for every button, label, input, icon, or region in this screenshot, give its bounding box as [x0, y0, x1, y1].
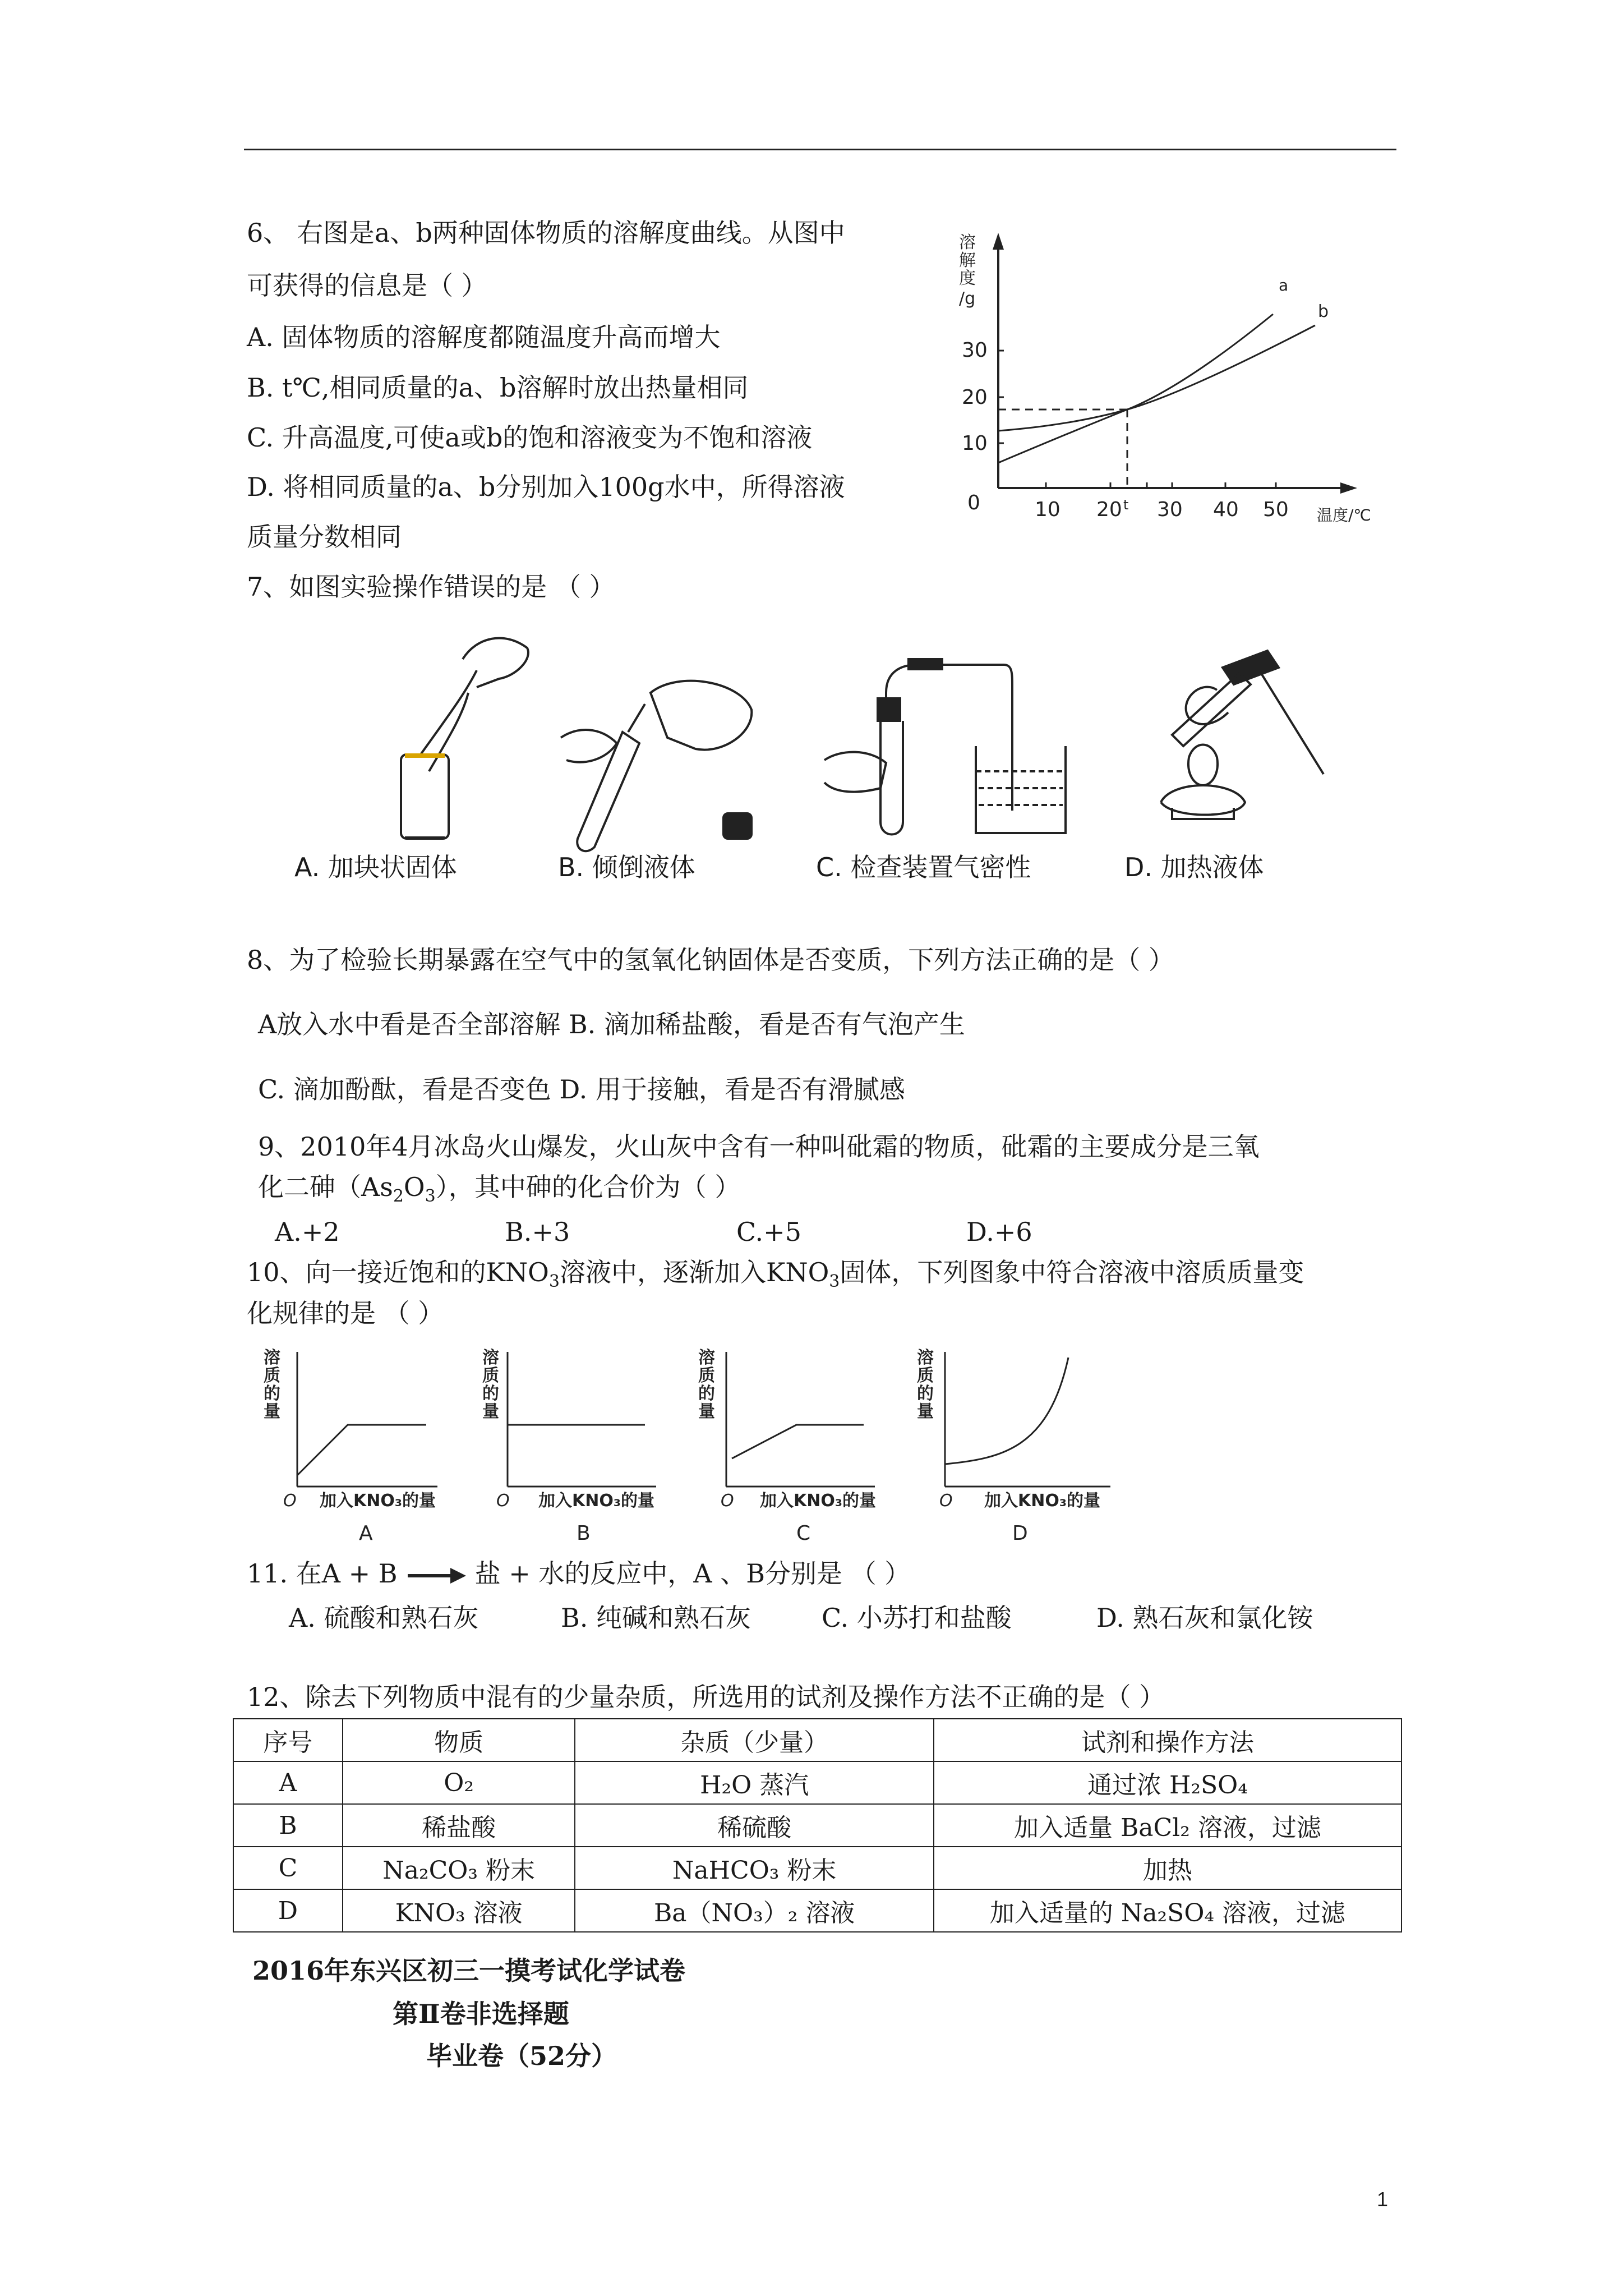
- x-tick-30: 30: [1157, 498, 1183, 521]
- lab-add-solid-illustration: [359, 625, 544, 850]
- table-row: [233, 1847, 1401, 1889]
- q9-option-b: B.+3: [505, 1217, 570, 1247]
- table-cell: 加热: [934, 1847, 1401, 1889]
- part-title: 第Ⅱ卷非选择题: [393, 1999, 569, 2029]
- q9-option-d: D.+6: [966, 1217, 1032, 1247]
- svg-text:O: O: [939, 1491, 953, 1511]
- table-cell: D: [233, 1889, 343, 1932]
- svg-text:的: 的: [264, 1384, 280, 1404]
- q12-stem: 12、除去下列物质中混有的少量杂质，所选用的试剂及操作方法不正确的是（ ）: [247, 1682, 1165, 1712]
- y-tick-30: 30: [962, 339, 988, 362]
- table-row: [233, 1804, 1401, 1847]
- svg-text:O: O: [721, 1491, 734, 1511]
- page-number: 1: [1377, 2188, 1389, 2211]
- svg-text:溶: 溶: [482, 1348, 499, 1368]
- curve-a-label: a: [1279, 276, 1289, 295]
- table-cell: H₂O 蒸汽: [575, 1761, 933, 1804]
- table-cell: NaHCO₃ 粉末: [575, 1847, 933, 1889]
- svg-text:C: C: [796, 1522, 811, 1545]
- table-cell: Na₂CO₃ 粉末: [343, 1847, 575, 1889]
- q7-caption-d: D. 加热液体: [1124, 852, 1264, 882]
- q7-stem: 7、如图实验操作错误的是 （ ）: [247, 572, 615, 602]
- q10-stem-line1: 10、向一接近饱和的$KNO_3$溶液中，逐渐加入$KNO_3$固体，下列图象中符合溶液中溶质质量变: [247, 1257, 1304, 1292]
- q8-options-line2: C. 滴加酚酞，看是否变色 D. 用于接触，看是否有滑腻感: [258, 1074, 905, 1105]
- lab-airtightness-illustration: [819, 654, 1077, 844]
- reaction-arrow-icon: [405, 1565, 467, 1587]
- svg-text:加入KNO₃的量: 加入KNO₃的量: [984, 1491, 1100, 1511]
- svg-text:量: 量: [482, 1402, 499, 1421]
- svg-text:O: O: [496, 1491, 510, 1511]
- header-cell: 试剂和操作方法: [934, 1719, 1401, 1761]
- svg-text:质: 质: [917, 1366, 934, 1386]
- q10-graph-d: [917, 1348, 1110, 1545]
- q6-option-d-line2: 质量分数相同: [247, 522, 402, 552]
- q8-options-line1: A放入水中看是否全部溶解 B. 滴加稀盐酸，看是否有气泡产生: [258, 1009, 965, 1039]
- q9-stem-line1: 9、2010年4月冰岛火山爆发，火山灰中含有一种叫砒霜的物质，砒霜的主要成分是三氧: [258, 1131, 1260, 1162]
- header-cell: 杂质（少量）: [575, 1719, 933, 1761]
- svg-text:O: O: [283, 1491, 297, 1511]
- x-tick-40: 40: [1213, 498, 1239, 521]
- header-rule: [244, 149, 1396, 150]
- table-cell: Ba（NO₃）₂ 溶液: [575, 1889, 933, 1932]
- header-cell: 序号: [233, 1719, 343, 1761]
- table-header-row: [233, 1719, 1401, 1761]
- svg-text:量: 量: [917, 1402, 934, 1421]
- q10-graph-b: [482, 1348, 656, 1545]
- table-cell: 稀盐酸: [343, 1804, 575, 1847]
- q9-option-a: A.+2: [275, 1217, 340, 1247]
- svg-text:D: D: [1012, 1522, 1028, 1545]
- q7-caption-c: C. 检查装置气密性: [816, 852, 1031, 882]
- q12-table: [233, 1718, 1402, 1932]
- svg-text:的: 的: [917, 1384, 934, 1404]
- y-label-unit: /g: [959, 289, 976, 309]
- svg-text:质: 质: [482, 1366, 499, 1386]
- header-cell: 物质: [343, 1719, 575, 1761]
- q7-caption-b: B. 倾倒液体: [558, 852, 695, 882]
- exam-title: 2016年东兴区初三一摸考试化学试卷: [252, 1955, 686, 1986]
- y-tick-20: 20: [962, 386, 988, 409]
- table-cell: KNO₃ 溶液: [343, 1889, 575, 1932]
- svg-text:加入KNO₃的量: 加入KNO₃的量: [760, 1491, 876, 1511]
- q7-caption-a: A. 加块状固体: [294, 852, 457, 882]
- q6-option-a: A. 固体物质的溶解度都随温度升高而增大: [247, 322, 721, 352]
- lab-pour-liquid-illustration: [555, 670, 780, 855]
- table-cell: 稀硫酸: [575, 1804, 933, 1847]
- q6-stem-line1: 6、 右图是a、b两种固体物质的溶解度曲线。从图中: [247, 218, 845, 248]
- curve-b-label: b: [1318, 302, 1329, 321]
- q11-option-d: D. 熟石灰和氯化铵: [1096, 1603, 1313, 1633]
- svg-text:A: A: [359, 1522, 373, 1545]
- svg-text:溶: 溶: [917, 1348, 934, 1368]
- table-cell: A: [233, 1761, 343, 1804]
- svg-text:质: 质: [264, 1366, 280, 1386]
- x-tick-50: 50: [1263, 498, 1289, 521]
- q10-graph-a: [264, 1348, 437, 1545]
- t-mark: t: [1123, 497, 1129, 513]
- svg-text:量: 量: [264, 1402, 280, 1421]
- x-axis-label: 温度/℃: [1317, 506, 1371, 524]
- svg-text:加入KNO₃的量: 加入KNO₃的量: [320, 1491, 436, 1511]
- y-label-char-1: 溶: [959, 233, 976, 252]
- svg-text:的: 的: [482, 1384, 499, 1404]
- lab-heat-liquid-illustration: [1138, 645, 1340, 847]
- table-row: [233, 1761, 1401, 1804]
- q6-option-d-line1: D. 将相同质量的a、b分别加入100g水中，所得溶液: [247, 472, 845, 502]
- table-cell: 加入适量 BaCl₂ 溶液，过滤: [934, 1804, 1401, 1847]
- section-title: 毕业卷（52分）: [426, 2041, 617, 2071]
- table-cell: 加入适量的 Na₂SO₄ 溶液，过滤: [934, 1889, 1401, 1932]
- svg-text:量: 量: [698, 1402, 715, 1421]
- table-row: [233, 1889, 1401, 1932]
- x-tick-10: 10: [1035, 498, 1061, 521]
- svg-text:溶: 溶: [264, 1348, 280, 1368]
- y-label-char-3: 度: [959, 269, 976, 288]
- table-cell: C: [233, 1847, 343, 1889]
- svg-text:溶: 溶: [698, 1348, 715, 1368]
- q9-stem-line2: 化二砷$(As_2O_3)$，其中砷的化合价为（ ）: [258, 1172, 741, 1207]
- svg-text:加入KNO₃的量: 加入KNO₃的量: [538, 1491, 654, 1511]
- table-cell: O₂: [343, 1761, 575, 1804]
- q10-graph-options: [258, 1346, 1133, 1554]
- table-cell: 通过浓 H₂SO₄: [934, 1761, 1401, 1804]
- x-tick-20: 20: [1096, 498, 1122, 521]
- q11-option-a: A. 硫酸和熟石灰: [289, 1603, 479, 1633]
- solubility-curve-graph: [942, 224, 1402, 539]
- q11-option-c: C. 小苏打和盐酸: [822, 1603, 1012, 1633]
- svg-text:B: B: [577, 1522, 591, 1545]
- q11-stem: 11. 在A + B 盐 + 水的反应中，A 、B分别是 （ ）: [247, 1558, 911, 1589]
- q10-graph-c: [698, 1348, 876, 1545]
- q6-option-b: B. t℃,相同质量的a、b溶解时放出热量相同: [247, 372, 749, 403]
- q11-option-b: B. 纯碱和熟石灰: [561, 1603, 751, 1633]
- q6-option-c: C. 升高温度,可使a或b的饱和溶液变为不饱和溶液: [247, 422, 813, 453]
- origin-label: 0: [967, 491, 980, 514]
- y-tick-10: 10: [962, 432, 988, 455]
- q6-stem-line2: 可获得的信息是（ ）: [247, 270, 487, 301]
- q10-stem-line2: 化规律的是 （ ）: [247, 1298, 444, 1328]
- svg-text:质: 质: [698, 1366, 715, 1386]
- table-cell: B: [233, 1804, 343, 1847]
- svg-text:的: 的: [698, 1384, 715, 1404]
- y-label-char-2: 解: [959, 251, 976, 270]
- q9-option-c: C.+5: [736, 1217, 801, 1247]
- q8-stem: 8、为了检验长期暴露在空气中的氢氧化钠固体是否变质，下列方法正确的是（ ）: [247, 945, 1174, 975]
